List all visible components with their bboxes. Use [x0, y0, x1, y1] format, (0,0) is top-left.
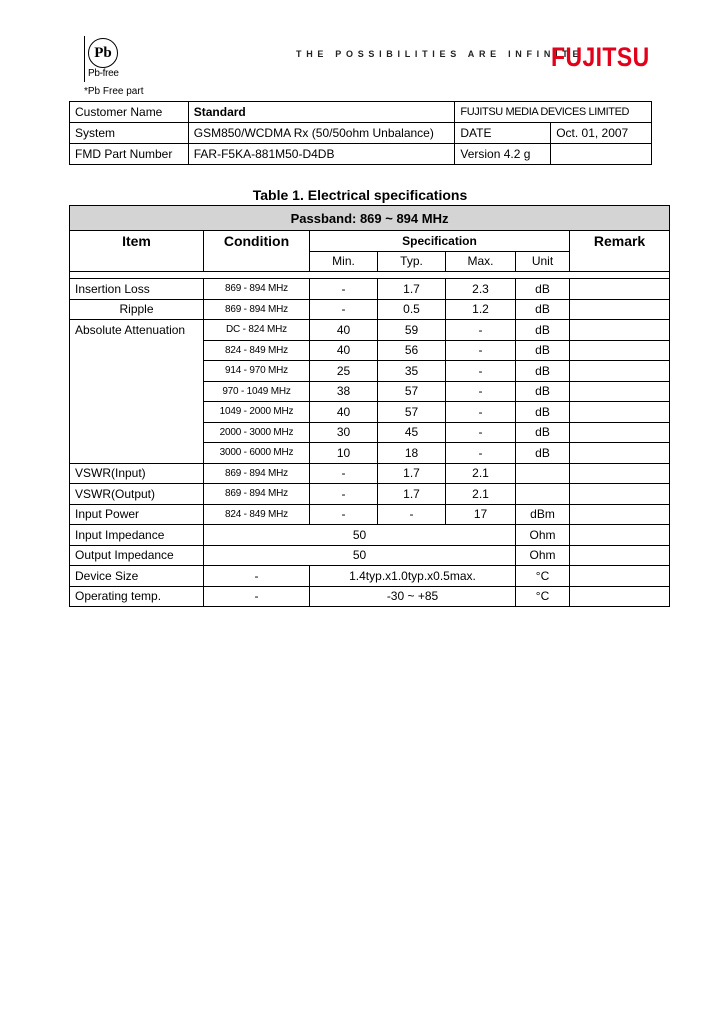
row-item: VSWR(Output) [70, 484, 204, 505]
remark-cell [570, 545, 670, 566]
row-unit: dB [516, 361, 570, 382]
version-value: Version 4.2 g [455, 144, 551, 165]
row-remark [570, 340, 670, 361]
header-separator [70, 272, 670, 279]
col-item-spacer [70, 251, 204, 272]
row-max: 2.1 [446, 463, 516, 484]
system-value: GSM850/WCDMA Rx (50/50ohm Unbalance) [188, 123, 455, 144]
row-item [70, 422, 204, 443]
row-max: - [446, 402, 516, 423]
row-max: 17 [446, 504, 516, 525]
table-row [70, 299, 670, 320]
row-condition: 869 - 894 MHz [204, 484, 310, 505]
row-typ: 57 [378, 402, 446, 423]
row-typ: 57 [378, 381, 446, 402]
pb-free-label: Pb-free [88, 68, 119, 79]
row-item [70, 443, 204, 464]
passband-header: Passband: 869 ~ 894 MHz [70, 206, 670, 231]
row-min: 30 [310, 422, 378, 443]
row-min: 10 [310, 443, 378, 464]
system-label: System [70, 123, 189, 144]
row-remark [570, 443, 670, 464]
row-max: - [446, 443, 516, 464]
row-condition: 914 - 970 MHz [204, 361, 310, 382]
operating-temp-condition: - [204, 586, 310, 607]
input-impedance-unit: Ohm [516, 525, 570, 546]
row-unit: dB [516, 340, 570, 361]
table-row [70, 340, 670, 361]
device-size-unit: °C [516, 566, 570, 587]
customer-name-value: Standard [188, 102, 455, 123]
row-condition: 869 - 894 MHz [204, 299, 310, 320]
row-remark [570, 320, 670, 341]
row-remark [570, 504, 670, 525]
row-remark [570, 361, 670, 382]
input-impedance-value: 50 [204, 525, 516, 546]
part-number-label: FMD Part Number [70, 144, 189, 165]
row-condition: DC - 824 MHz [204, 320, 310, 341]
col-remark: Remark [570, 231, 670, 252]
col-item: Item [70, 231, 204, 252]
row-condition: 824 - 849 MHz [204, 340, 310, 361]
remark-cell [570, 566, 670, 587]
device-size-label: Device Size [70, 566, 204, 587]
row-unit: dB [516, 381, 570, 402]
row-max: - [446, 361, 516, 382]
row-min: - [310, 279, 378, 300]
row-item: VSWR(Input) [70, 463, 204, 484]
output-impedance-unit: Ohm [516, 545, 570, 566]
device-size-value: 1.4typ.x1.0typ.x0.5max. [310, 566, 516, 587]
row-unit: dB [516, 320, 570, 341]
remark-cell [570, 586, 670, 607]
company-name: FUJITSU MEDIA DEVICES LIMITED [455, 102, 652, 123]
row-unit: dB [516, 422, 570, 443]
output-impedance-label: Output Impedance [70, 545, 204, 566]
col-typ: Typ. [378, 251, 446, 272]
row-item: Ripple [70, 299, 204, 320]
row-remark [570, 422, 670, 443]
row-remark [570, 381, 670, 402]
row-condition: 3000 - 6000 MHz [204, 443, 310, 464]
row-item: Insertion Loss [70, 279, 204, 300]
output-impedance-value: 50 [204, 545, 516, 566]
device-size-condition: - [204, 566, 310, 587]
row-min: - [310, 484, 378, 505]
date-value: Oct. 01, 2007 [551, 123, 652, 144]
operating-temp-label: Operating temp. [70, 586, 204, 607]
table-row [70, 361, 670, 382]
row-typ: 0.5 [378, 299, 446, 320]
row-min: 40 [310, 402, 378, 423]
table-row [70, 422, 670, 443]
row-max: - [446, 381, 516, 402]
table-row [70, 320, 670, 341]
row-remark [570, 299, 670, 320]
table-row [70, 381, 670, 402]
col-max: Max. [446, 251, 516, 272]
input-impedance-label: Input Impedance [70, 525, 204, 546]
operating-temp-unit: °C [516, 586, 570, 607]
row-typ: 1.7 [378, 484, 446, 505]
table-row [70, 279, 670, 300]
row-max: 2.3 [446, 279, 516, 300]
electrical-spec-table [69, 205, 670, 607]
row-item [70, 361, 204, 382]
row-condition: 970 - 1049 MHz [204, 381, 310, 402]
row-condition: 2000 - 3000 MHz [204, 422, 310, 443]
tagline: THE POSSIBILITIES ARE INFINITE [296, 49, 584, 59]
row-typ: 1.7 [378, 463, 446, 484]
remark-cell [570, 525, 670, 546]
row-typ: - [378, 504, 446, 525]
part-number-value: FAR-F5KA-881M50-D4DB [188, 144, 455, 165]
row-min: - [310, 299, 378, 320]
row-item: Absolute Attenuation [70, 320, 204, 341]
col-remark-spacer [570, 251, 670, 272]
row-item [70, 402, 204, 423]
table-row [70, 443, 670, 464]
row-min: - [310, 504, 378, 525]
row-max: - [446, 422, 516, 443]
pb-free-logo: Pb [88, 38, 118, 68]
row-max: - [446, 320, 516, 341]
table-row [70, 484, 670, 505]
row-item: Input Power [70, 504, 204, 525]
table-title: Table 1. Electrical specifications [252, 187, 468, 203]
row-typ: 56 [378, 340, 446, 361]
row-remark [570, 463, 670, 484]
row-unit [516, 484, 570, 505]
row-min: 40 [310, 320, 378, 341]
table-row [70, 504, 670, 525]
row-condition: 869 - 894 MHz [204, 463, 310, 484]
table-row [70, 402, 670, 423]
col-condition-spacer [204, 251, 310, 272]
row-typ: 45 [378, 422, 446, 443]
row-typ: 35 [378, 361, 446, 382]
row-max: - [446, 340, 516, 361]
row-max: 1.2 [446, 299, 516, 320]
row-typ: 59 [378, 320, 446, 341]
row-unit [516, 463, 570, 484]
row-unit: dBm [516, 504, 570, 525]
row-item [70, 340, 204, 361]
fujitsu-logo: FUJITSU [551, 42, 650, 72]
row-condition: 869 - 894 MHz [204, 279, 310, 300]
row-unit: dB [516, 299, 570, 320]
row-min: 25 [310, 361, 378, 382]
pb-free-logo-bar [84, 36, 85, 82]
table-row [70, 463, 670, 484]
row-remark [570, 402, 670, 423]
row-min: - [310, 463, 378, 484]
pb-free-note: *Pb Free part [84, 86, 144, 97]
row-remark [570, 484, 670, 505]
row-item [70, 381, 204, 402]
col-condition: Condition [204, 231, 310, 252]
date-label: DATE [455, 123, 551, 144]
blank-cell [551, 144, 652, 165]
row-condition: 1049 - 2000 MHz [204, 402, 310, 423]
col-min: Min. [310, 251, 378, 272]
row-remark [570, 279, 670, 300]
row-max: 2.1 [446, 484, 516, 505]
row-min: 40 [310, 340, 378, 361]
row-unit: dB [516, 402, 570, 423]
row-unit: dB [516, 443, 570, 464]
customer-name-label: Customer Name [70, 102, 189, 123]
col-specification: Specification [310, 231, 570, 252]
operating-temp-value: -30 ~ +85 [310, 586, 516, 607]
header-info-table [69, 101, 652, 165]
col-unit: Unit [516, 251, 570, 272]
row-condition: 824 - 849 MHz [204, 504, 310, 525]
row-typ: 18 [378, 443, 446, 464]
row-typ: 1.7 [378, 279, 446, 300]
row-unit: dB [516, 279, 570, 300]
row-min: 38 [310, 381, 378, 402]
